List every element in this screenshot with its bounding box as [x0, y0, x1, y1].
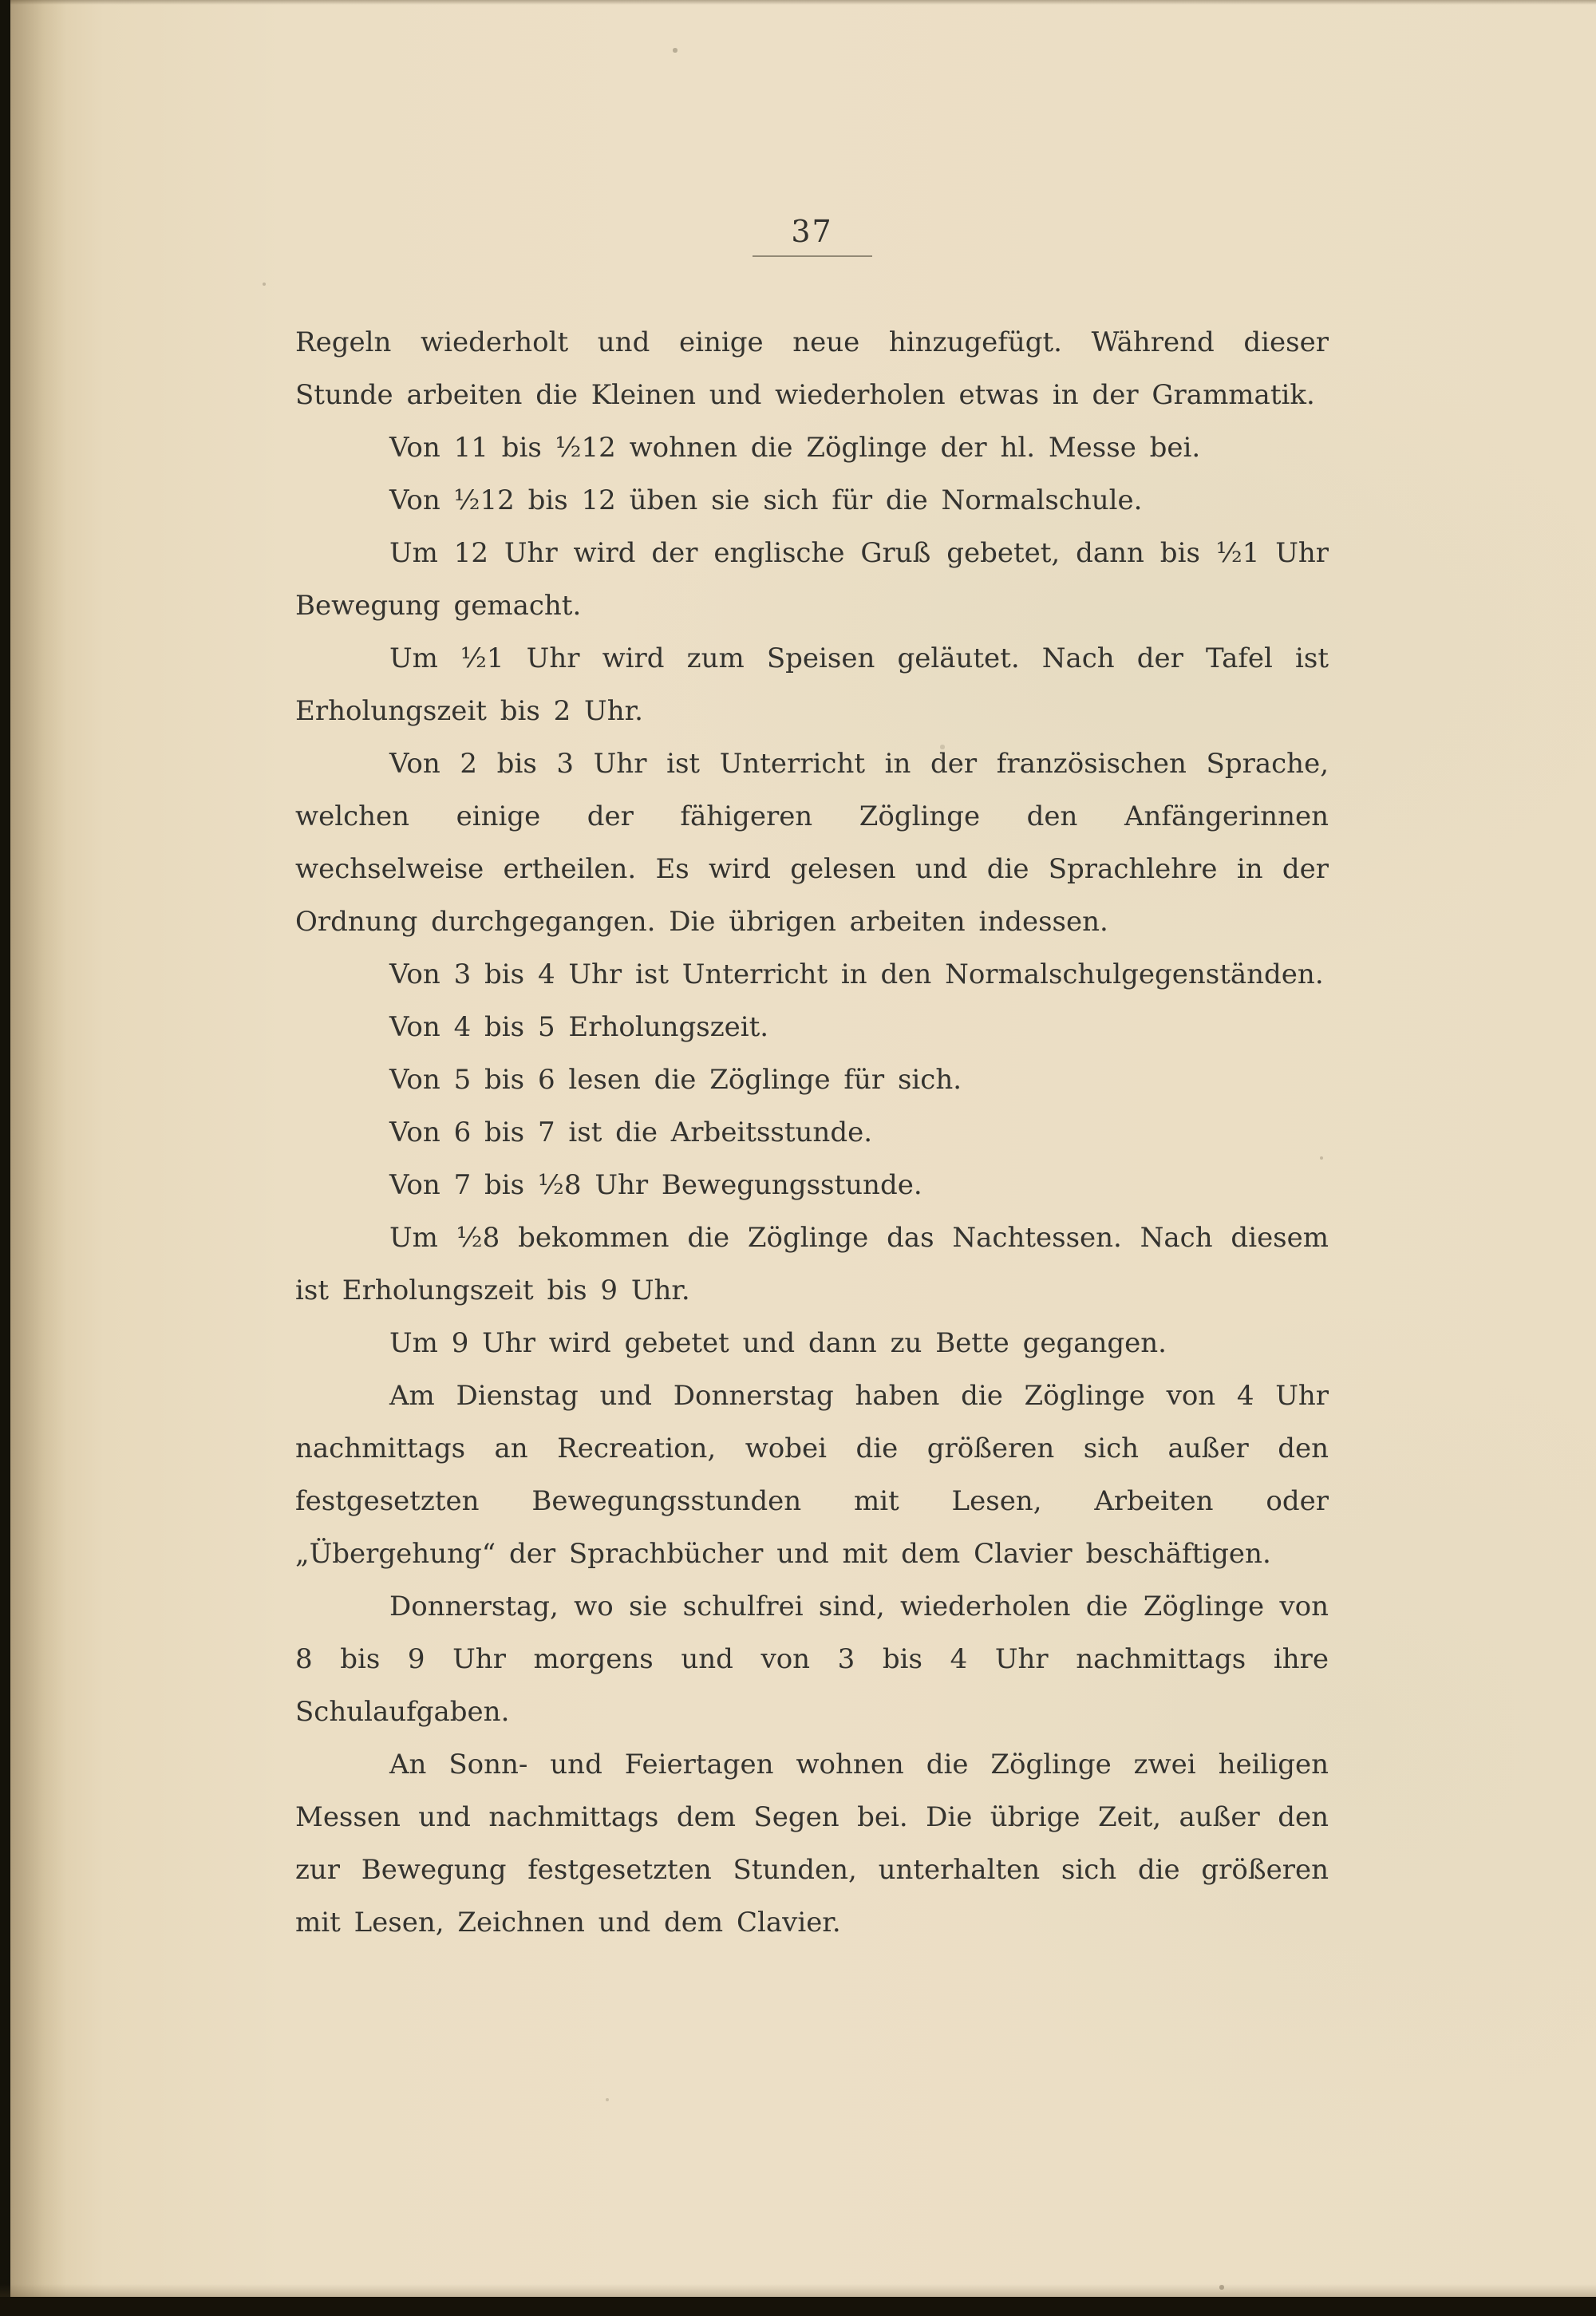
paragraph: Am Dienstag und Donnerstag haben die Zöglinge von 4 Uhr nachmittags an Recreation, wobei die größeren sich außer den festgesetzten Bewegungsstunden mit Lesen, Arbeiten oder „Übergehung“ der Sprachbücher und mit dem Clavier beschäftigen.	[295, 1380, 1329, 1570]
paragraph: Von 2 bis 3 Uhr ist Unterricht in der französischen Sprache, welchen einige der fähigeren Zöglinge den Anfängerinnen wechselweise ertheilen. Es wird gelesen und die Sprachlehre in der Ordnung durchgegangen. Die übrigen arbeiten indessen.	[295, 748, 1329, 938]
paragraph: Von 6 bis 7 ist die Arbeitsstunde.	[389, 1117, 873, 1148]
paragraph: An Sonn- und Feiertagen wohnen die Zöglinge zwei heiligen Messen und nachmittags dem Segen bei. Die übrige Zeit, außer den zur Bewegung festgesetzten Stunden, unterhalten sich die größeren mit Lesen, Zeichnen und dem Clavier.	[295, 1749, 1329, 1939]
scan-bottom-edge	[0, 2297, 1596, 2316]
page-number: 37	[791, 214, 833, 249]
page-text	[295, 316, 1329, 1949]
paragraph: Um 9 Uhr wird gebetet und dann zu Bette gegangen.	[389, 1327, 1167, 1359]
paragraph: Von ¹⁄₂12 bis 12 üben sie sich für die Normalschule.	[389, 484, 1143, 516]
page-bottom-shade	[0, 2284, 1596, 2297]
paragraph: Um ¹⁄₂8 bekommen die Zöglinge das Nachtessen. Nach diesem ist Erholungszeit bis 9 Uhr.	[295, 1222, 1329, 1306]
paragraph: Von 5 bis 6 lesen die Zöglinge für sich.	[389, 1064, 962, 1096]
paper-specks	[0, 0, 2, 2]
page-top-edge	[0, 0, 1596, 5]
paragraph: Um ¹⁄₂1 Uhr wird zum Speisen geläutet. Nach der Tafel ist Erholungszeit bis 2 Uhr.	[295, 642, 1329, 727]
page-number-rule	[753, 255, 872, 257]
page-header	[295, 214, 1329, 257]
paragraph: Regeln wiederholt und einige neue hinzugefügt. Während dieser Stunde arbeiten die Kleinen und wiederholen etwas in der Grammatik.	[295, 326, 1329, 411]
paragraph: Von 4 bis 5 Erholungszeit.	[389, 1011, 769, 1043]
binding-gutter-shadow	[10, 0, 66, 2316]
book-spine-edge	[0, 0, 10, 2316]
paragraph: Donnerstag, wo sie schulfrei sind, wiederholen die Zöglinge von 8 bis 9 Uhr morgens und von 3 bis 4 Uhr nachmittags ihre Schulaufgaben.	[295, 1591, 1329, 1728]
paragraph: Von 11 bis ¹⁄₂12 wohnen die Zöglinge der hl. Messe bei.	[389, 432, 1201, 464]
paragraph: Von 7 bis ¹⁄₂8 Uhr Bewegungsstunde.	[389, 1169, 922, 1201]
paragraph: Von 3 bis 4 Uhr ist Unterricht in den Normalschulgegenständen.	[389, 958, 1324, 990]
paragraph: Um 12 Uhr wird der englische Gruß gebetet, dann bis ¹⁄₂1 Uhr Bewegung gemacht.	[295, 537, 1329, 622]
